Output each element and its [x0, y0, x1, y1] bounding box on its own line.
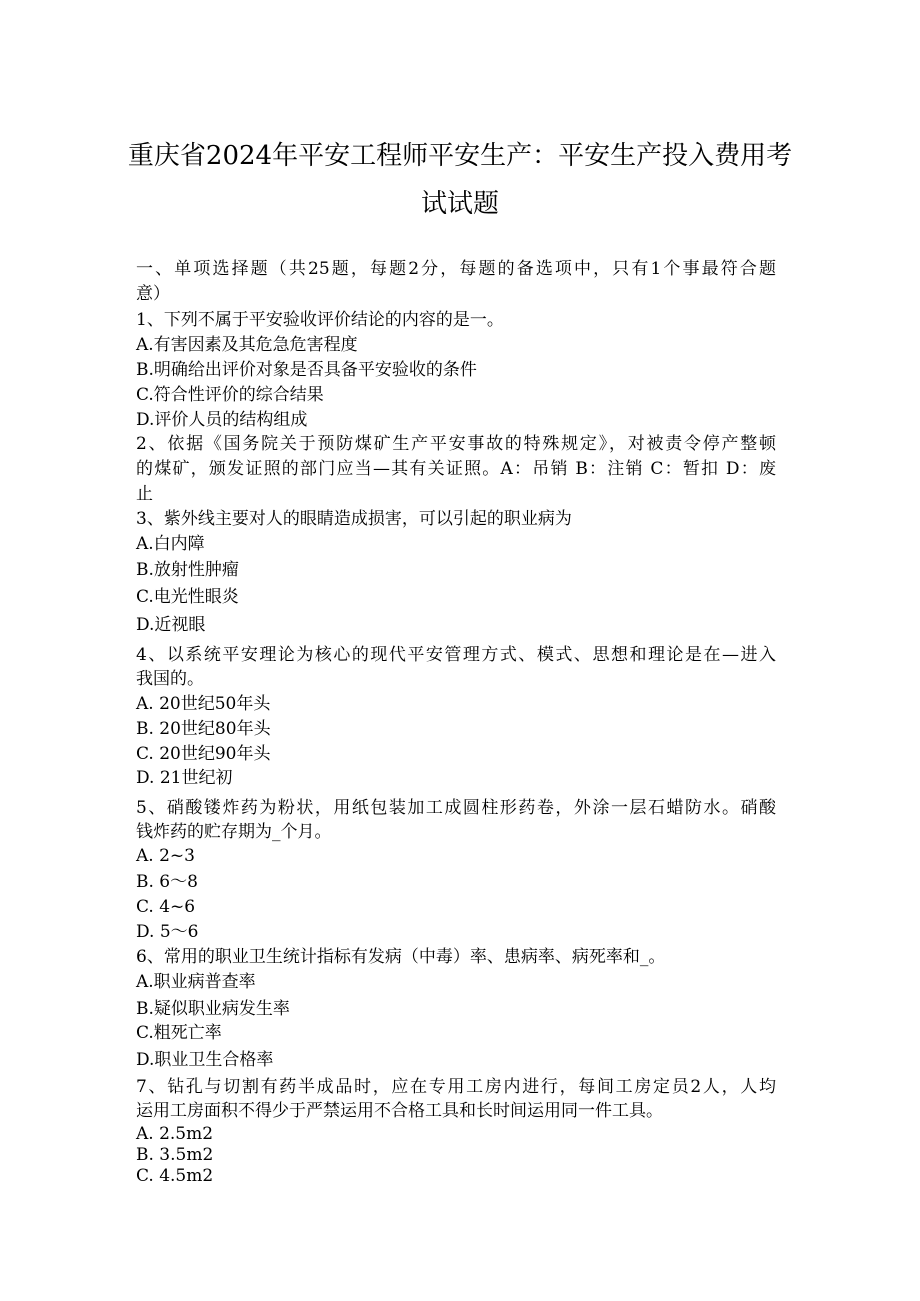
document-title-line-2: 试试题: [420, 189, 499, 219]
question-1-option-b: B.明确给出评价对象是否具备平安验收的条件: [136, 360, 477, 380]
question-4-stem-line-2: 我国的。: [136, 669, 204, 689]
section-heading-line-1: 一、单项选择题（共25题，每题2分，每题的备选项中，只有1个事最符合题: [136, 259, 776, 279]
question-1-option-a: A.有害因素及其危急危害程度: [136, 335, 358, 355]
question-7-option-b: B. 3.5m2: [136, 1145, 214, 1165]
question-6-stem: 6、常用的职业卫生统计指标有发病（中毒）率、患病率、病死率和_。: [136, 947, 666, 967]
question-5-stem-line-2: 钱炸药的贮存期为_个月。: [136, 822, 332, 842]
question-4-stem-line-1: 4、以系统平安理论为核心的现代平安管理方式、模式、思想和理论是在—进入: [136, 645, 776, 665]
question-2-stem-line-2: 的煤矿，颁发证照的部门应当—其有关证照。A：吊销 B：注销 C：暂扣 D：废: [136, 459, 776, 479]
question-7-stem-line-2: 运用工房面积不得少于严禁运用不合格工具和长时间运用同一件工具。: [136, 1101, 663, 1121]
question-5-option-a: A. 2~3: [136, 846, 195, 866]
document-title-line-1: 重庆省2024年平安工程师平安生产：平安生产投入费用考: [127, 141, 793, 171]
question-2-stem-line-1: 2、依据《国务院关于预防煤矿生产平安事故的特殊规定》，对被责令停产整顿: [136, 434, 776, 454]
question-4-option-a: A. 20世纪50年头: [136, 694, 271, 714]
question-4-option-c: C. 20世纪90年头: [136, 744, 271, 764]
question-7-stem-line-1: 7、钻孔与切割有药半成品时，应在专用工房内进行，每间工房定员2人，人均: [136, 1077, 776, 1097]
question-7-option-a: A. 2.5m2: [136, 1124, 214, 1144]
question-6-option-a: A.职业病普查率: [136, 972, 256, 992]
question-3-stem: 3、紫外线主要对人的眼睛造成损害，可以引起的职业病为: [136, 509, 572, 529]
question-2-stem-line-3: 止: [136, 484, 153, 504]
question-4-option-d: D. 21世纪初: [136, 768, 233, 788]
question-6-option-d: D.职业卫生合格率: [136, 1050, 274, 1070]
question-5-stem-line-1: 5、硝酸镂炸药为粉状，用纸包装加工成圆柱形药卷，外涂一层石蜡防水。硝酸: [136, 798, 776, 818]
section-heading-line-2: 意）: [136, 284, 170, 304]
question-3-option-d: D.近视眼: [136, 615, 206, 635]
question-5-option-b: B. 6〜8: [136, 872, 198, 892]
question-1-stem: 1、下列不属于平安验收评价结论的内容的是一。: [136, 310, 504, 330]
question-6-option-c: C.粗死亡率: [136, 1023, 222, 1043]
question-3-option-a: A.白内障: [136, 534, 205, 554]
question-4-option-b: B. 20世纪80年头: [136, 719, 271, 739]
question-3-option-c: C.电光性眼炎: [136, 587, 239, 607]
question-6-option-b: B.疑似职业病发生率: [136, 999, 290, 1019]
question-5-option-d: D. 5〜6: [136, 922, 199, 942]
question-1-option-d: D.评价人员的结构组成: [136, 410, 308, 430]
question-5-option-c: C. 4~6: [136, 897, 196, 917]
question-1-option-c: C.符合性评价的综合结果: [136, 385, 324, 405]
question-7-option-c: C. 4.5m2: [136, 1166, 214, 1186]
question-3-option-b: B.放射性肿瘤: [136, 560, 239, 580]
